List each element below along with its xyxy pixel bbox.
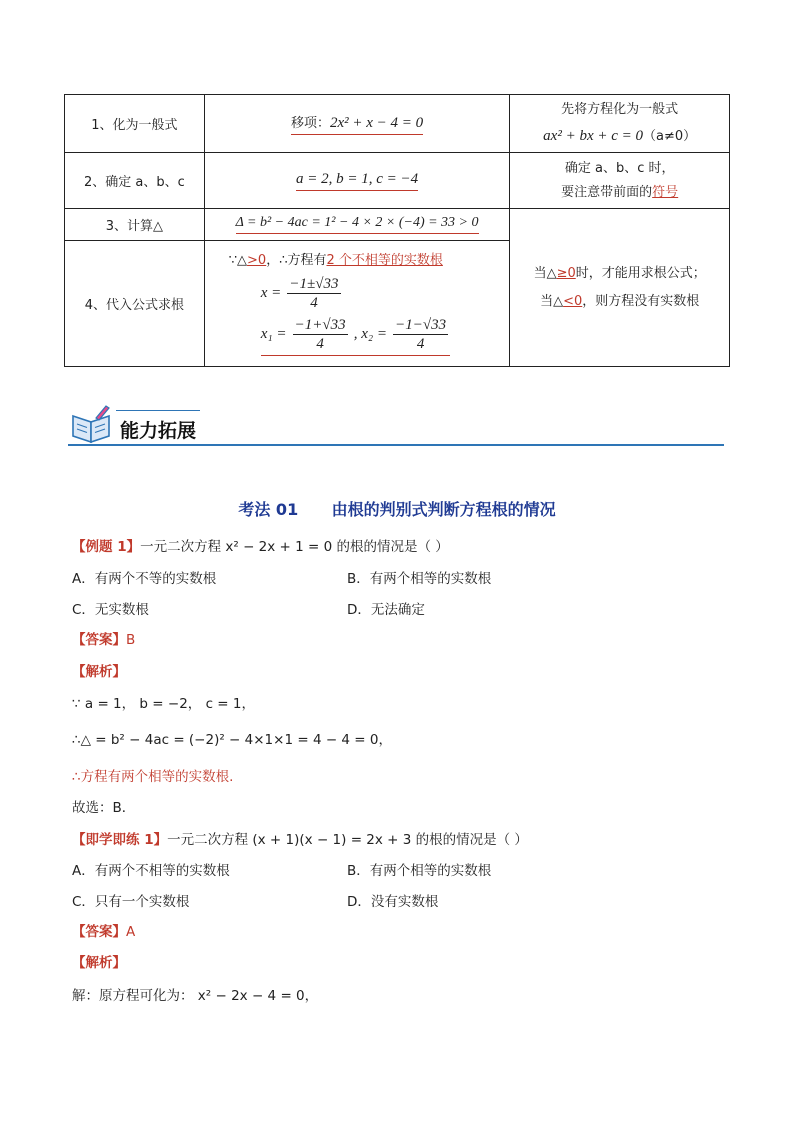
note-cell: 确定 a、b、c 时， 要注意带前面的符号 <box>510 153 730 209</box>
ex1-question-line: 【例题 1】一元二次方程 x² − 2x + 1 = 0 的根的情况是（ ） <box>72 539 449 555</box>
ex1-option-d: D．无法确定 <box>347 602 425 618</box>
ex1-option-a: A．有两个不等的实数根 <box>72 571 217 587</box>
work-cell: ∵△>0，∴方程有2 个不相等的实数根 x = $\frac{-1\pm√33}{4}$ x₁ = $\frac{-1+√33}{4}$ , x₂ = $\frac{-1-√33}{4}$ <box>204 241 510 367</box>
ex2-option-a: A．有两个不相等的实数根 <box>72 863 230 879</box>
work-cell: a = 2, b = 1, c = −4 <box>204 153 510 209</box>
ex2-step-1: 解：原方程可化为： x² − 2x − 4 = 0， <box>72 988 319 1004</box>
step-cell: 1、化为一般式 <box>65 95 205 153</box>
step-cell: 3、计算△ <box>65 209 205 241</box>
ex2-analysis-label: 【解析】 <box>72 955 126 971</box>
section-divider <box>68 444 724 446</box>
note-cell: 先将方程化为一般式 ax² + bx + c = 0（a≠0） <box>510 95 730 153</box>
step-cell: 4、代入公式求根 <box>65 241 205 367</box>
fraction: $\frac{-1\pm√33}{4}$ <box>289 276 339 311</box>
work-cell: 移项：2x² + x − 4 = 0 <box>204 95 510 153</box>
ex2-option-b: B．有两个相等的实数根 <box>347 863 492 879</box>
ex2-answer: 【答案】A <box>72 924 136 940</box>
work-cell: Δ = b² − 4ac = 1² − 4 × 2 × (−4) = 33 > 0 <box>204 209 510 241</box>
ex1-step-1: ∵ a = 1， b = −2， c = 1， <box>72 696 255 712</box>
ex1-analysis-label: 【解析】 <box>72 664 126 680</box>
ex2-option-d: D．没有实数根 <box>347 894 439 910</box>
method-heading: 考法 01 由根的判别式判断方程根的情况 <box>238 500 556 519</box>
section-header <box>68 404 724 446</box>
ex1-option-c: C．无实数根 <box>72 602 149 618</box>
step-cell: 2、确定 a、b、c <box>65 153 205 209</box>
ex1-option-b: B．有两个相等的实数根 <box>347 571 492 587</box>
ex1-step-4: 故选：B． <box>72 800 136 816</box>
ex2-question-line: 【即学即练 1】一元二次方程 (x + 1)(x − 1) = 2x + 3 的根的情况是（ ） <box>72 832 528 848</box>
table-row <box>65 95 730 153</box>
table-row <box>65 209 730 241</box>
book-icon <box>70 404 114 444</box>
fraction: $\frac{-1+√33}{4}$ <box>294 317 346 352</box>
ex2-option-c: C．只有一个实数根 <box>72 894 190 910</box>
ex1-step-2: ∴△ = b² − 4ac = (−2)² − 4×1×1 = 4 − 4 = 0， <box>72 732 392 748</box>
decor-line <box>116 410 200 411</box>
steps-table <box>64 94 730 367</box>
note-cell: 当△≥0时，才能用求根公式； 当△<0，则方程没有实数根 <box>510 209 730 367</box>
ex1-step-3: ∴方程有两个相等的实数根. <box>72 769 234 785</box>
ex1-answer: 【答案】B <box>72 632 136 648</box>
section-title: 能力拓展 <box>120 420 197 442</box>
table-row <box>65 153 730 209</box>
fraction: $\frac{-1-√33}{4}$ <box>395 317 447 352</box>
